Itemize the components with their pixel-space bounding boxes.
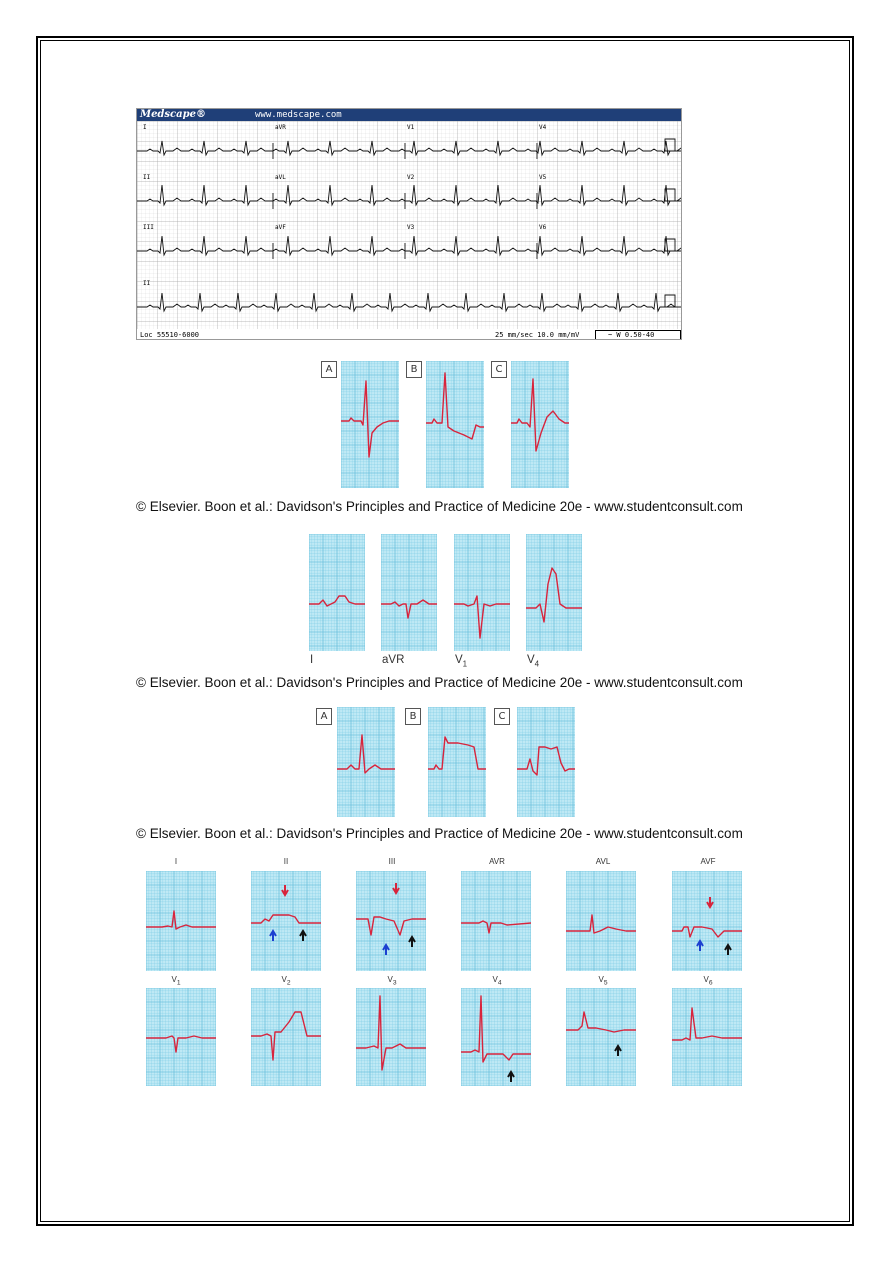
fig4-strip-v3 [356,988,426,1086]
ecg-grid-minor [511,361,569,488]
fig4-strip-iii [356,871,426,971]
ecg-trace [356,917,426,935]
ecg-lead-label: I [143,124,147,131]
fig4-strip-avl [566,871,636,971]
fig3-label-b: B [405,708,421,725]
fig4-lead-v1: $V_1$ [171,975,181,987]
ecg-lead-label: V4 [539,124,547,131]
fig3-strip-b [428,707,486,817]
ecg-mini-strip-svg [672,871,742,971]
fig4-lead-v2: $V_2$ [281,975,291,987]
ecg-mini-strip-svg [251,988,321,1086]
ecg-grid-major [341,361,399,488]
ecg-mini-strip-svg [356,988,426,1086]
fig4-strip-avr [461,871,531,971]
ecg-mini-strip-svg [461,988,531,1086]
ecg-grid-minor [341,361,399,488]
medscape-url: www.medscape.com [255,110,342,120]
fig4-strip-avf [672,871,742,971]
ecg-mini-strip-svg [341,361,399,488]
ecg-lead-label: V2 [407,174,415,181]
fig1-strip-a [341,361,399,488]
ecg-grid-major [146,988,216,1086]
ecg-header [137,109,681,121]
ecg-tracing [137,121,682,340]
ecg-grid-major [517,707,575,817]
annotation-arrow-icon [615,1046,621,1056]
ecg-mini-strip-svg [428,707,486,817]
ecg-lead-label: V1 [407,124,415,131]
fig4-strip-ii [251,871,321,971]
ecg-mini-strip-svg [309,534,365,651]
ecg-grid-minor [426,361,484,488]
fig1-strip-c [511,361,569,488]
ecg-mini-strip-svg [511,361,569,488]
ecg-footer-location: Loc 55510-6000 [140,331,200,339]
ecg-grid-minor [146,988,216,1086]
fig2-caption-avr: aVR [382,654,405,666]
ecg-mini-strip-svg [426,361,484,488]
fig4-strip-v1 [146,988,216,1086]
ecg-lead-label: V6 [539,224,547,231]
fig3-strip-a [337,707,395,817]
ecg-grid-minor [566,988,636,1086]
ecg-trace [341,381,399,457]
ecg-grid-minor [251,988,321,1086]
ecg-grid-major [146,871,216,971]
fig4-lead-iii: III [388,857,396,866]
fig2-caption-i: I [310,654,314,666]
ecg-trace [566,915,636,933]
ecg-grid-major [356,871,426,971]
fig1-label-b: B [406,361,422,378]
fig2-copyright: © Elsevier. Boon et al.: Davidson's Principles and Practice of Medicine 20e - www.studentconsult.com [136,675,743,690]
ecg-mini-strip-svg [672,988,742,1086]
ecg-footer-speed: 25 mm/sec 10.0 mm/mV [495,331,580,339]
fig4-strip-v4 [461,988,531,1086]
ecg-grid-minor [517,707,575,817]
fig3-strip-c [517,707,575,817]
ecg-lead-label: aVL [275,174,286,181]
ecg-lead-label: aVR [275,124,286,131]
ecg-grid-minor [461,871,531,971]
ecg-trace [356,996,426,1070]
ecg-trace [426,373,484,439]
ecg-lead-label: V3 [407,224,415,231]
ecg-mini-strip-svg [356,871,426,971]
ecg-grid-major [251,988,321,1086]
ecg-trace [566,1012,636,1032]
ecg-lead-label: aVF [275,224,286,231]
ecg-mini-strip-svg [381,534,437,651]
ecg-mini-strip-svg [517,707,575,817]
ecg-mini-strip-svg [454,534,510,651]
ecg-grid-major [566,988,636,1086]
ecg-mini-strip-svg [337,707,395,817]
ecg-trace [146,911,216,929]
ecg-grid-major [672,871,742,971]
fig1-strip-b [426,361,484,488]
ecg-mini-strip-svg [461,871,531,971]
fig4-lead-avf: AVF [700,857,716,866]
ecg-lead-label: V5 [539,174,547,181]
ecg-mini-strip-svg [146,871,216,971]
fig3-label-a: A [316,708,332,725]
ecg-grid-minor [461,988,531,1086]
ecg-grid-major [426,361,484,488]
medscape-logo: Medscape® [140,109,206,120]
ecg-mini-strip-svg [566,871,636,971]
fig2-strip-v4 [526,534,582,651]
ecg-grid-major [511,361,569,488]
ecg-lead-label: II [143,280,151,287]
ecg-trace [428,737,486,769]
ecg-trace [251,1012,321,1060]
fig4-strip-v2 [251,988,321,1086]
fig4-lead-v3: $V_3$ [387,975,397,987]
ecg-trace [251,915,321,923]
annotation-arrow-icon [707,897,713,907]
fig3-label-c: C [494,708,510,725]
ecg-mini-strip-svg [566,988,636,1086]
ecg-grid-minor [356,871,426,971]
fig3-copyright: © Elsevier. Boon et al.: Davidson's Principles and Practice of Medicine 20e - www.studentconsult.com [136,826,743,841]
fig4-lead-v4: $V_4$ [492,975,502,987]
ecg-grid-major [461,988,531,1086]
fig4-strip-i [146,871,216,971]
ecg-trace [461,996,531,1062]
fig4-lead-avl: AVL [595,857,611,866]
fig1-label-a: A [321,361,337,378]
annotation-arrow-icon [409,937,415,947]
fig1-label-c: C [491,361,507,378]
ecg-mini-strip-svg [251,871,321,971]
ecg-trace [511,379,569,451]
ecg-lead-label: II [143,174,151,181]
ecg-lead-label: III [143,224,154,231]
fig4-strip-v6 [672,988,742,1086]
ecg-grid-minor [566,871,636,971]
ecg-grid-minor [146,871,216,971]
ecg-grid-minor [356,988,426,1086]
ecg-grid-minor [672,871,742,971]
ecg-trace [672,1008,742,1040]
fig2-strip-v1 [454,534,510,651]
ecg-mini-strip-svg [146,988,216,1086]
fig4-lead-avr: AVR [489,857,505,866]
ecg-grid-major [461,871,531,971]
ecg-grid-minor [337,707,395,817]
ecg-footer-filter: ~ W 0.50-40 [595,330,681,340]
ecg-trace [517,747,575,775]
fig2-caption-v4: $V_4$ [527,654,540,669]
fig4-lead-v6: $V_6$ [703,975,713,987]
fig1-copyright: © Elsevier. Boon et al.: Davidson's Principles and Practice of Medicine 20e - www.studentconsult.com [136,499,743,514]
medscape-ecg [136,108,682,340]
fig2-strip-avr [381,534,437,651]
fig4-strip-v5 [566,988,636,1086]
fig2-strip-i [309,534,365,651]
ecg-mini-strip-svg [526,534,582,651]
ecg-grid-major [356,988,426,1086]
fig4-lead-i: I [174,857,178,866]
fig4-lead-v5: $V_5$ [598,975,608,987]
ecg-grid-major [337,707,395,817]
fig2-caption-v1: $V_1$ [455,654,468,669]
ecg-grid-major [566,871,636,971]
fig4-lead-ii: II [283,857,289,866]
